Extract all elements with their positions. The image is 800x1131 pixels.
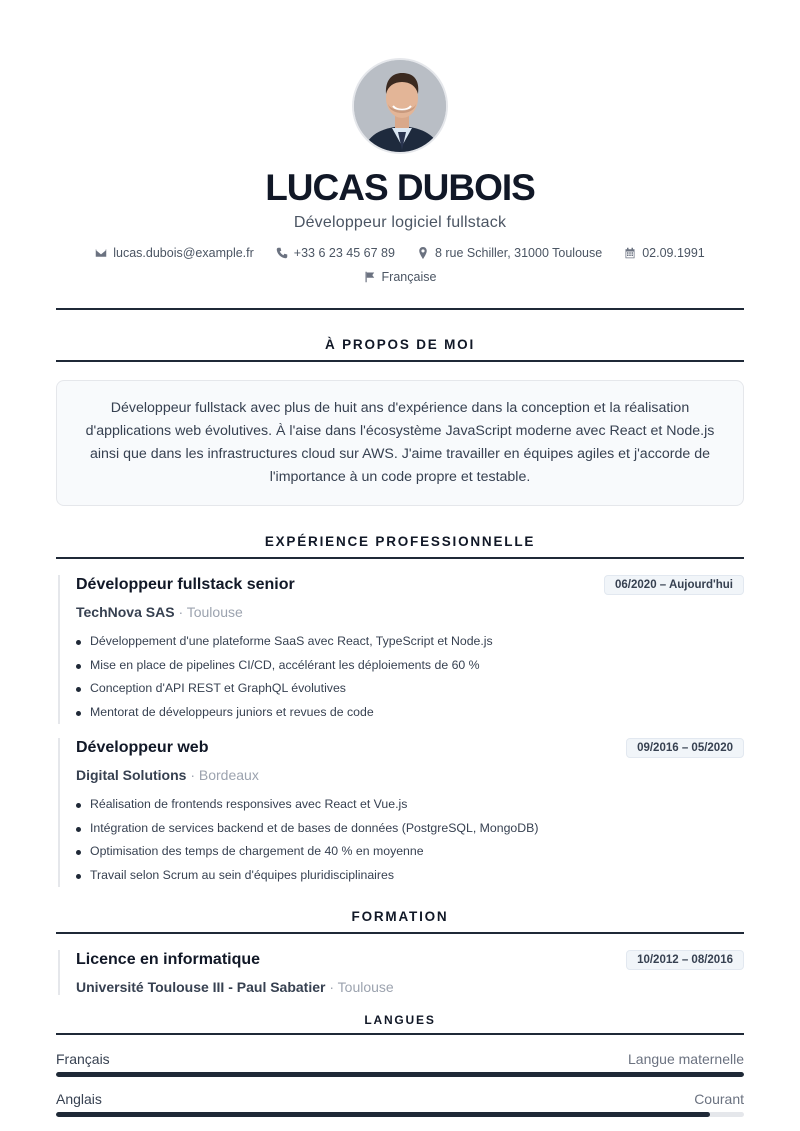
contact-birthdate: 02.09.1991	[624, 246, 705, 260]
job-entry	[58, 575, 744, 724]
section-title-experience: EXPÉRIENCE PROFESSIONNELLE	[56, 534, 744, 559]
degree-title: Licence en informatique	[76, 951, 261, 969]
company-name: Digital Solutions	[76, 767, 187, 784]
language-bar	[56, 1072, 744, 1077]
list-item: Conception d'API REST et GraphQL évolutives	[76, 677, 744, 701]
job-entry	[58, 738, 744, 887]
contact-email[interactable]: lucas.dubois@example.fr	[95, 246, 254, 260]
company-line	[76, 767, 744, 783]
language-bar-fill	[56, 1072, 744, 1077]
language-level: Courant	[694, 1091, 744, 1108]
contact-address: 8 rue Schiller, 31000 Toulouse	[417, 246, 602, 260]
header-divider	[56, 308, 744, 310]
list-item: Réalisation de frontends responsives avec React et Vue.js	[76, 793, 744, 817]
language-name: Français	[56, 1051, 110, 1068]
envelope-icon	[95, 247, 107, 259]
company-line	[76, 604, 744, 620]
section-title-languages: LANGUES	[56, 1013, 744, 1035]
list-item: Optimisation des temps de chargement de 40 % en moyenne	[76, 840, 744, 864]
language-row	[56, 1091, 744, 1107]
contact-nationality: Française	[364, 270, 437, 284]
about-section	[56, 337, 744, 506]
map-pin-icon	[417, 247, 429, 259]
list-item: Développement d'une plateforme SaaS avec React, TypeScript et Node.js	[76, 630, 744, 654]
school-name: Université Toulouse III - Paul Sabatier	[76, 979, 326, 996]
contact-info	[0, 246, 800, 284]
job-bullets	[76, 630, 744, 724]
language-level: Langue maternelle	[628, 1051, 744, 1068]
list-item: Mise en place de pipelines CI/CD, accélérant les déploiements de 60 %	[76, 654, 744, 678]
school-city: · Toulouse	[329, 979, 394, 996]
company-city: · Toulouse	[178, 604, 243, 621]
phone-icon	[276, 247, 288, 259]
list-item: Intégration de services backend et de bases de données (PostgreSQL, MongoDB)	[76, 817, 744, 841]
school-line	[76, 979, 744, 995]
list-item: Mentorat de développeurs juniors et revues de code	[76, 701, 744, 725]
language-row	[56, 1051, 744, 1067]
job-entry-title: Développeur web	[76, 739, 209, 757]
candidate-name: LUCAS DUBOIS	[265, 167, 535, 208]
job-entry-title: Développeur fullstack senior	[76, 576, 295, 594]
education-entry	[58, 950, 744, 995]
job-title: Développeur logiciel fullstack	[293, 214, 507, 232]
contact-phone[interactable]: +33 6 23 45 67 89	[276, 246, 395, 260]
date-badge: 06/2020 – Aujourd'hui	[604, 575, 744, 595]
list-item: Travail selon Scrum au sein d'équipes pluridisciplinaires	[76, 864, 744, 888]
section-title-about: À PROPOS DE MOI	[56, 337, 744, 362]
date-badge: 10/2012 – 08/2016	[626, 950, 744, 970]
language-name: Anglais	[56, 1091, 102, 1108]
flag-icon	[364, 271, 376, 283]
education-section	[56, 909, 744, 995]
company-name: TechNova SAS	[76, 604, 175, 621]
company-city: · Bordeaux	[190, 767, 259, 784]
experience-section	[56, 534, 744, 887]
job-bullets	[76, 793, 744, 887]
avatar	[352, 58, 448, 154]
language-bar-fill	[56, 1112, 710, 1117]
section-title-education: FORMATION	[56, 909, 744, 934]
languages-section	[56, 1013, 744, 1117]
calendar-icon	[624, 247, 636, 259]
language-bar	[56, 1112, 744, 1117]
resume-header	[0, 0, 800, 284]
about-text: Développeur fullstack avec plus de huit ans d'expérience dans la conception et la réalisation d'applications web évolutives. À l'aise dans l'écosystème JavaScript moderne avec React et Node.js ainsi que dans les infrastructures cloud sur AWS. J'aime travailler en équipes agiles et j'accorde de l'importance à un code propre et testable.	[56, 380, 744, 506]
date-badge: 09/2016 – 05/2020	[626, 738, 744, 758]
portrait-image	[354, 60, 448, 154]
